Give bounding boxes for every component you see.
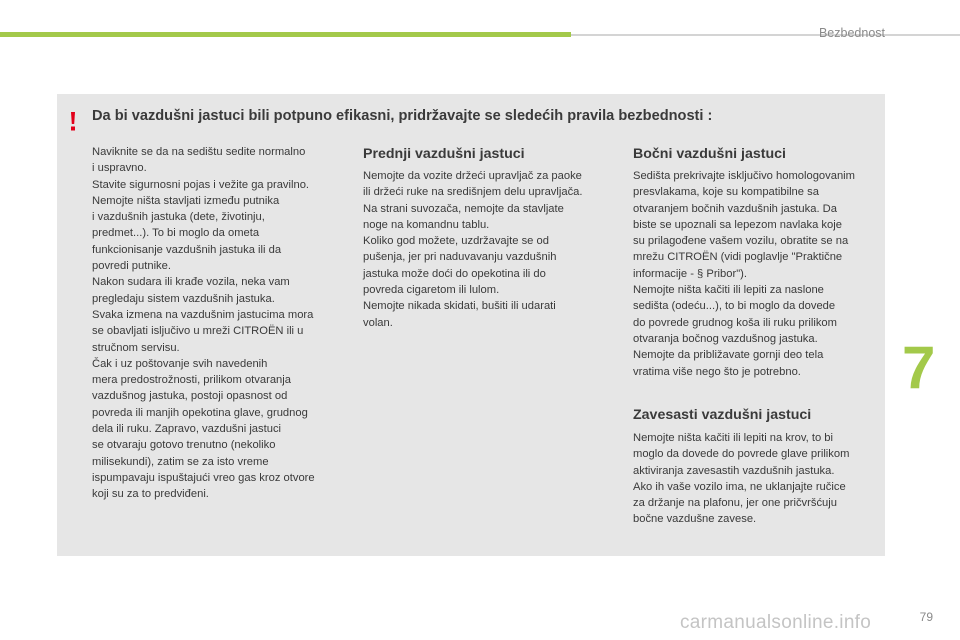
watermark: carmanualsonline.info — [680, 612, 872, 633]
page-number: 79 — [919, 610, 933, 624]
general-rules-text: Naviknite se da na sedištu sedite normalno i uspravno. Stavite sigurnosni pojas i vežite ga pravilno. Nemojte ništa stavljati između putnika i vazdušnih jastuka (dete, životinju, predmet...). To bi moglo da ometa funkcionisanje vazdušnih jastuka ili da povredi putnike. Nakon sudara ili krađe vozila, neka vam pregledaju sistem vazdušnih jastuka. Svaka izmena na vazdušnim jastucima mora se obavljati isljučivo u mreži CITROËN ili u stručnom servisu. Čak i uz poštovanje svih navedenih mera predostrožnosti, prilikom otvaranja vazdušnog jastuka, postoji opasnost od povreda ili manjih opekotina glave, grudnog dela ili ruku. Zapravo, vazdušni jastuci se otvaraju gotovo trenutno (nekoliko milisekundi), zatim se za isto vreme ispumpavaju ispuštajući vreo gas kroz otvore koji su za to predviđeni. — [92, 146, 315, 501]
page-heading: Da bi vazdušni jastuci bili potpuno efikasni, pridržavajte se sledećih pravila bezbednosti : — [92, 108, 713, 124]
curtain-airbags-title: Zavesasti vazdušni jastuci — [633, 407, 812, 423]
front-airbags-title: Prednji vazdušni jastuci — [363, 146, 525, 162]
exclamation-icon — [66, 111, 80, 131]
header-rule — [571, 34, 960, 36]
side-airbags-title: Bočni vazdušni jastuci — [633, 146, 786, 162]
header-accent-bar — [0, 32, 571, 37]
side-airbags-text: Sedišta prekrivajte isključivo homologovanim presvlakama, koje su kompatibilne sa otvaranjem bočnih vazdušnih jastuka. Da biste se upoznali sa lepezom navlaka koje su prilagođene vašem vozilu, obratite se na mrežu CITROËN (vidi poglavlje "Praktične informacije - § Pribor"). Nemojte ništa kačiti ili lepiti za naslone sedišta (odeću...), to bi moglo da dovede do povrede grudnog koša ili ruku prilikom otvaranja bočnog vazdušnog jastuka. Nemojte da približavate gornji deo tela vratima više nego što je potrebno. — [633, 170, 855, 378]
section-title: Bezbednost — [818, 26, 885, 40]
chapter-number: 7 — [902, 334, 936, 401]
front-airbags-text: Nemojte da vozite držeći upravljač za paoke ili držeći ruke na središnjem delu upravljača. Na strani suvozača, nemojte da stavljate noge na komandnu tablu. Koliko god možete, uzdržavajte se od pušenja, jer pri naduvavanju vazdušnih jastuka može doći do opekotina ili do povreda cigaretom ili lulom. Nemojte nikada skidati, bušiti ili udarati volan. — [363, 170, 583, 329]
curtain-airbags-text: Nemojte ništa kačiti ili lepiti na krov, to bi moglo da dovede do povrede glave prilikom aktiviranja zavesastih vazdušnih jastuka. Ako ih vaše vozilo ima, ne uklanjajte ručice za držanje na plafonu, jer one pričvršćuju bočne vazdušne zavese. — [633, 432, 850, 526]
